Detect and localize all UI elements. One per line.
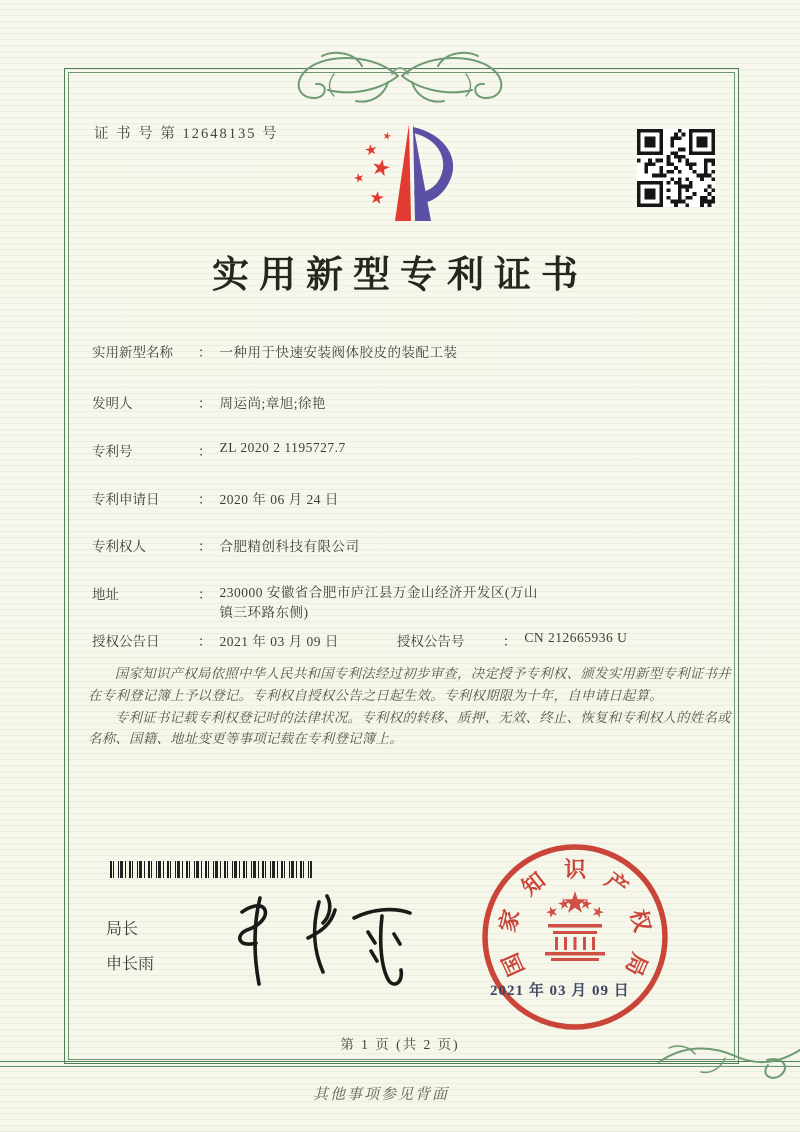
top-scroll-ornament-icon — [270, 46, 530, 116]
field-label: 授权公告号 — [396, 634, 465, 649]
seal-char: 知 — [517, 867, 550, 901]
legal-text — [88, 663, 738, 750]
field-inventors: 发明人 ： 周运尚;章旭;徐艳 — [92, 392, 326, 412]
field-value: 周运尚;章旭;徐艳 — [219, 396, 327, 411]
field-value: 一种用于快速安装阀体胶皮的装配工装 — [219, 345, 458, 360]
seal-char: 局 — [620, 949, 653, 980]
official-red-seal-icon — [478, 840, 672, 1034]
seal-date: 2021 年 03 月 09 日 — [490, 983, 630, 999]
cnipa-logo-icon — [347, 120, 465, 224]
field-filing-date: 专利申请日 ： 2020 年 06 月 24 日 — [92, 488, 339, 508]
field-value: 合肥精创科技有限公司 — [219, 539, 360, 554]
field-utility-model-name: 实用新型名称 ： 一种用于快速安装阀体胶皮的装配工装 — [92, 341, 458, 361]
seal-char: 识 — [563, 857, 587, 882]
director-title: 局长 — [106, 921, 139, 938]
field-address: 地址 ： 230000 安徽省合肥市庐江县万金山经济开发区(万山镇三环路东侧) — [92, 583, 550, 623]
qr-code-icon — [637, 129, 715, 207]
seal-char: 产 — [600, 867, 633, 901]
seal-char: 家 — [494, 906, 525, 935]
field-label: 专利申请日 — [92, 492, 160, 507]
field-patentee: 专利权人 ： 合肥精创科技有限公司 — [92, 535, 360, 555]
field-label: 实用新型名称 — [92, 345, 173, 360]
field-patent-number: 专利号 ： ZL 2020 2 1195727.7 — [92, 440, 346, 459]
legal-paragraph-2: 专利证书记载专利权登记时的法律状况。专利权的转移、质押、无效、终止、恢复和专利权人的姓名或名称、国籍、地址变更等事项记载在专利登记簿上。 — [88, 709, 731, 747]
certificate-number: 证 书 号 第 12648135 号 — [94, 126, 279, 142]
field-label: 授权公告日 — [92, 634, 160, 649]
director-name: 申长雨 — [106, 956, 155, 973]
seal-char: 权 — [625, 906, 656, 935]
field-label: 专利号 — [92, 444, 133, 459]
legal-paragraph-1: 国家知识产权局依照中华人民共和国专利法经过初步审查，决定授予专利权、颁发实用新型专利证书并在专利登记簿上予以登记。专利权自授权公告之日起生效。专利权期限为十年，自申请日起算。 — [88, 666, 731, 703]
national-emblem-icon — [545, 891, 606, 961]
field-value: 2020 年 06 月 24 日 — [219, 492, 339, 507]
back-side-note: 其他事项参见背面 — [313, 1087, 450, 1103]
field-label: 地址 — [92, 587, 119, 602]
field-label: 专利权人 — [92, 539, 146, 554]
field-label: 发明人 — [92, 396, 133, 411]
seal-char: 国 — [497, 949, 530, 980]
handwritten-signature-icon — [222, 882, 422, 994]
field-value: ZL 2020 2 1195727.7 — [219, 440, 346, 455]
page-number: 第 1 页 (共 2 页) — [340, 1037, 460, 1052]
barcode-icon — [110, 861, 312, 878]
field-value: 230000 安徽省合肥市庐江县万金山经济开发区(万山镇三环路东侧) — [219, 585, 538, 620]
grant-date-value: 2021 年 03 月 09 日 — [219, 634, 339, 649]
grant-number-value: CN 212665936 U — [524, 630, 628, 645]
field-grant-row: 授权公告日 ： 2021 年 03 月 09 日 授权公告号 ： CN 212665936 U — [92, 630, 628, 649]
certificate-title: 实用新型专利证书 — [212, 255, 588, 296]
